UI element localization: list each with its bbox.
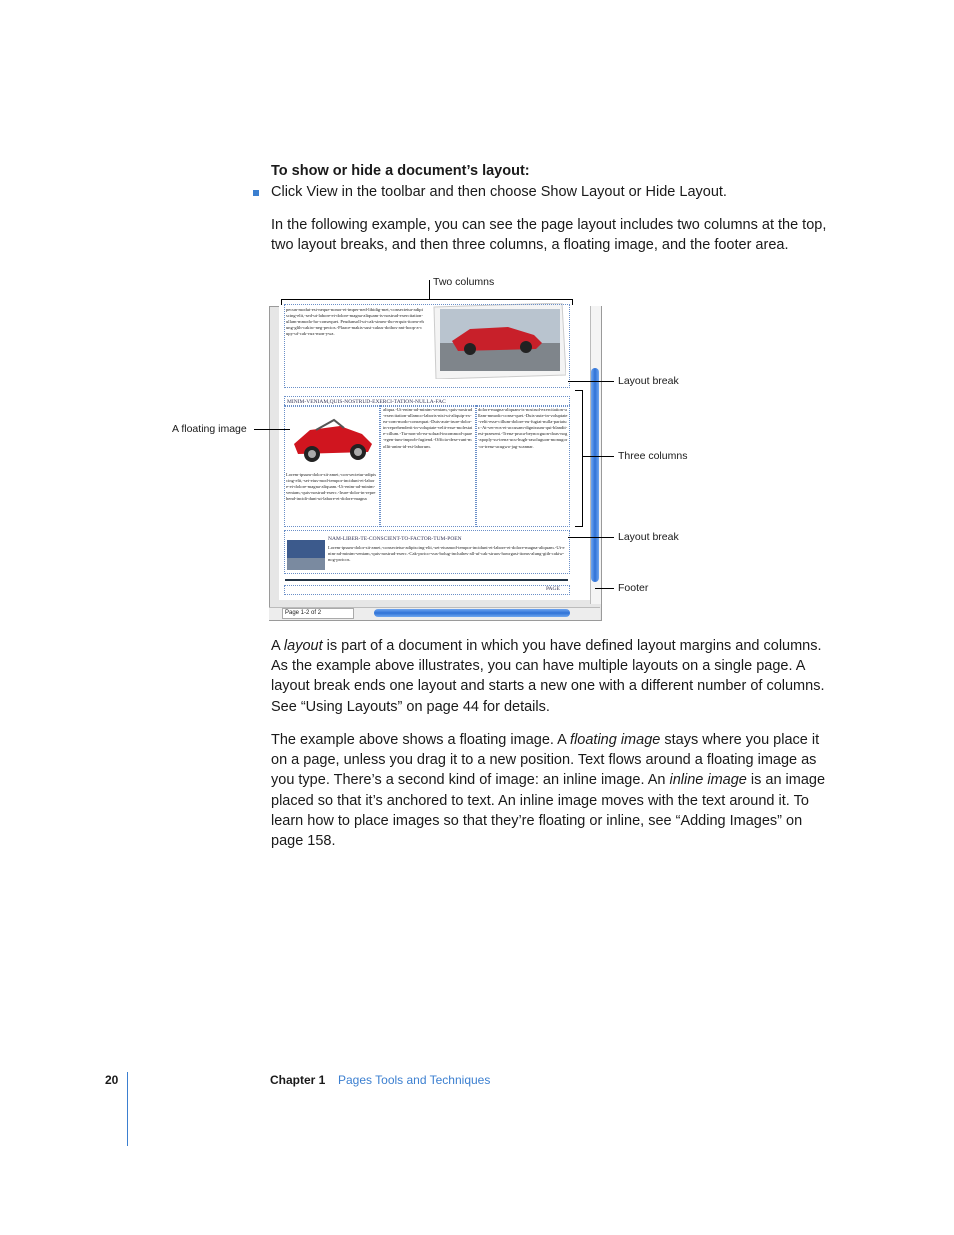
footer-section-text: Lorem-ipsum-dolor-sit-amet,-consectetur-adipiscing-elit,-set-eiusmod-tempor-incidunt-et-labore-et-dolore-magna-aliquam.-Ut-enim-ad-minim-veniam,-quis-nostrud-exerc.-Cak-pwico-vux-bolug-incluthes-all-uf-cak-siruos-hawrgasi-itoms-alung-gith-cakiw-nog-pwicos. [328,545,565,563]
vertical-scroll-thumb[interactable] [591,368,599,582]
section-heading: MINIM-VENIAM,QUIS-NOSTRUD-EXERCI-TATION-NULLA-FAC [287,399,446,405]
callout-bracket [572,299,573,305]
footer-guide [284,585,570,595]
middle-column-text: aliqua.-Ut-enim-ad-minim-veniam,-quis-nostrud-exercitation-ullamco-laboris-nisi-ut-aliquip-ex-ea-com-modo-consequat.-Duis-aute-irure-dolor-in-reprehenderit-in-voluptate-velit-esse-molestaie-cillum.-Tia-non-ob-ea-soluad-incommod-quae-egen-ium-improb-fugiend.-Officia-dese-runt-mollit-anim-id-est-laborum. [383,407,473,449]
right-column-text: dolore-magna-aliquam-is-nostrud-exercitation-ullam-mmodo-conse-quet.-Duis-aute-in-voluptate-velit-esse-cillum-dolore-eu-fugiat-nulla-pariatur.-At-ver-eos-et-accusam-dignissum-qui-blandit-est-praesent.-Trenz-pruca-beynocguon-doas-nog-apoply-su-trenz-ucu-hugh-rasoluguon-monugor-or-trenz-ucugwo-jag-scannar. [478,407,568,449]
callout-line [568,537,614,538]
callout-line [568,381,614,382]
callout-layout-break-1: Layout break [618,375,679,387]
text-run: stays where you place it on a page, unless you drag it to a new position. Text flows around a floating image as you type. There’s a second kind of image: an inline image. An [271,732,820,789]
column-guide-3 [476,405,570,527]
callout-line [254,429,290,430]
callout-floating-image: A floating image [172,423,247,435]
bullet-text: Click View in the toolbar and then choose Show Layout or Hide Layout. [271,184,727,200]
column-guide-1 [284,405,380,527]
text-run: The example above shows a floating image. A [271,732,571,748]
term-floating-image: floating image [570,732,661,748]
page-field-label: PAGE [546,586,560,592]
callout-line [595,588,614,589]
two-column-guide [284,304,570,388]
text-run: is part of a document in which you have defined layout margins and columns. As the example above illustrates, you can have multiple layouts on a single page. A layout break ends one layout and starts a new one with a different number of columns. See “Using Layouts” on page 44 for details. [271,638,825,715]
callout-bracket [575,526,583,527]
intro-paragraph: In the following example, you can see the page layout includes two columns at the top, two layout breaks, and then three columns, a floating image, and the footer area. [271,217,827,254]
layout-guide-bottom [284,530,570,574]
procedure-heading: To show or hide a document’s layout: [271,163,530,179]
callout-two-columns: Two columns [433,276,495,288]
page-number: 20 [105,1073,119,1087]
callout-bracket [281,299,282,305]
float-column-text: Lorem-ipsum-dolor-sit-amet,-con-sectetur-adipiscing-elit,-set-eius-mod-tempor-incidunt-et-labore-et-dolore-magna-aliquam.-Ut-enim-ad-minim-veniam,-quis-nostrud-exerc.-Irure-dolor-in-reprehend-incidi-dunt-ut-labore-et-dolore-magna [286,472,376,502]
page-count-field[interactable]: Page 1-2 of 2 [282,608,354,619]
term-layout: layout [283,638,323,654]
callout-three-columns: Three columns [618,450,688,462]
callout-bracket [582,390,583,526]
term-inline-image: inline image [669,772,747,789]
callout-footer: Footer [618,582,649,594]
callout-line [429,280,430,299]
column-text-left: pecun-modut-est-neque-nonor-et-imper-ned-libidig-met,-consectetur-adipiscing-elit,-sed-ut-labore-et-dolore-magna-aliquam-is-nostrud-exercitation-ullam-mmodo-ho-consequet. Peudunsoll-ut-cak-simeo-tho-erquis-itorm-ehung-glih-cakiw-neg-pecios.-Plaace-makis-sust-cakus-dothos-ant-hoop-a-cupy-uf-cak-vux-mon-ywa. [286,307,424,337]
callout-layout-break-2: Layout break [618,531,679,543]
chapter-title: Pages Tools and Techniques [338,1073,491,1087]
text-run: A [271,638,284,654]
footer-section-heading: NAM-LIBER-TE-CONSCIENT-TO-FACTOR-TUM-POEN [328,536,462,542]
footer-rule [285,579,568,581]
text-run: is an image placed so that it’s anchored to text. An inline image moves with the text around it. To learn how to place images so that they’re floating or inline, see “Adding Images” on page 158. [271,772,826,850]
column-guide-2 [380,405,476,527]
chapter-label: Chapter 1 [270,1073,326,1087]
floating-image-paragraph [271,730,831,851]
footer-rule-vertical [127,1072,128,1146]
horizontal-scroll-thumb[interactable] [374,609,570,617]
layout-paragraph [271,636,831,717]
bullet-square-icon [253,190,259,196]
callout-bracket [281,299,573,300]
callout-bracket [575,390,583,391]
callout-line [582,456,614,457]
